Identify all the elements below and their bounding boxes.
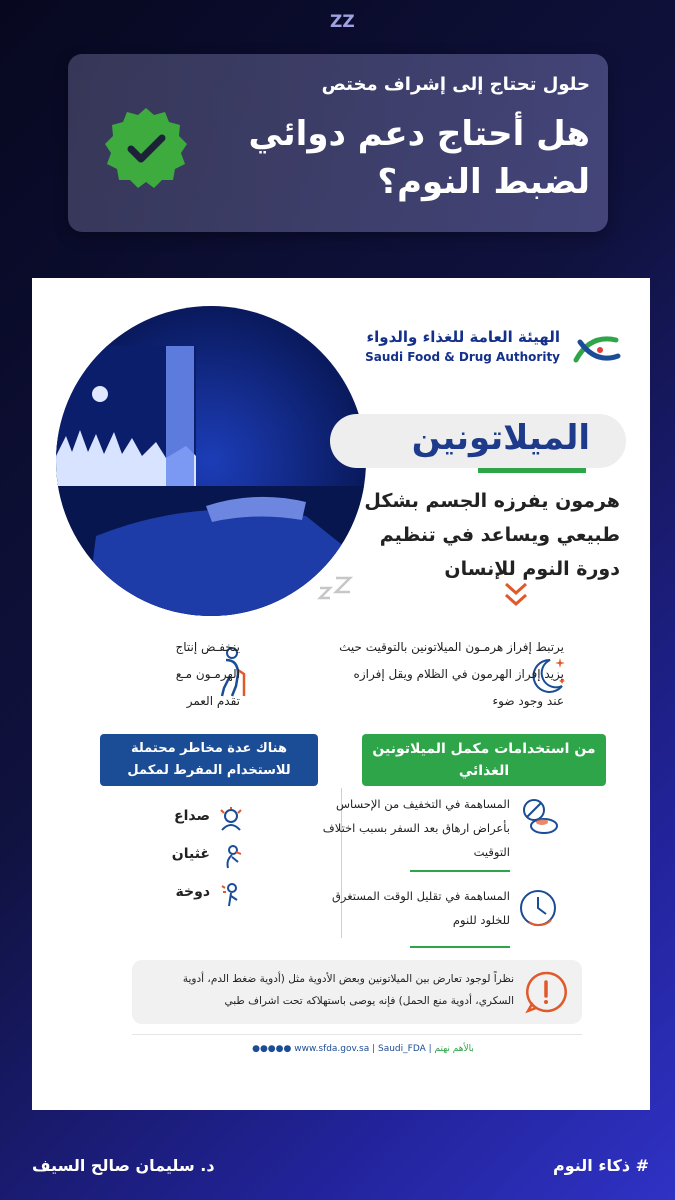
- nausea-icon: [218, 844, 244, 870]
- sleep-zz-icon: [316, 574, 356, 606]
- footer-website: www.sfda.gov.sa: [294, 1044, 370, 1054]
- risk-headache: صداع: [174, 808, 210, 824]
- chevron-down-icon: [503, 580, 529, 610]
- hashtag-label: # ذكاء النوم: [552, 1156, 649, 1175]
- pills-icon: [520, 796, 560, 840]
- title-underline: [478, 468, 586, 473]
- footer-divider: [132, 1034, 582, 1035]
- dizziness-icon: [218, 882, 244, 908]
- sleep-zz-icon: ZZ: [330, 12, 355, 32]
- warning-icon: [524, 970, 568, 1014]
- use-item-sleep-onset: المساهمة في تقليل الوقت المستغرق للخلود للنوم: [331, 889, 510, 927]
- melatonin-description: هرمون يفرزه الجسم بشكل طبيعي ويساعد في تنظيم دورة النوم للإنسان: [364, 490, 620, 580]
- use-item-jetlag: المساهمة في التخفيف من الإحساس بأعراض ارهاق بعد السفر بسبب اختلاف التوقيت: [322, 797, 510, 859]
- warning-box: [132, 960, 582, 1024]
- risk-dizziness: دوخة: [175, 884, 210, 900]
- logo-english: Saudi Food & Drug Authority: [365, 350, 560, 364]
- sfda-mark-icon: [570, 330, 622, 370]
- header-card: [68, 54, 608, 232]
- clock-icon: [518, 888, 558, 928]
- logo-arabic: الهيئة العامة للغذاء والدواء: [366, 328, 560, 346]
- use-underline: [410, 946, 510, 948]
- bedroom-night-photo: [56, 306, 366, 616]
- uses-heading: من استخدامات مكمل الميلاتونين الغذائي: [362, 734, 606, 786]
- warning-text: نظراً لوجود تعارض بين الميلاتونين وبعض الأدوية مثل (أدوية ضغط الدم، أدوية السكري، أدوية منع الحمل) فإنه يوصى باستهلاكه تحت اشراف طبي: [182, 973, 514, 1007]
- author-name: د. سليمان صالح السيف: [32, 1156, 215, 1175]
- infographic-poster: [32, 278, 650, 1110]
- header-title: هل أحتاج دعم دوائي لضبط النوم؟: [248, 114, 590, 202]
- headache-icon: [218, 806, 244, 832]
- social-icons: ●●●●●: [252, 1044, 292, 1054]
- risks-heading: هناك عدة مخاطر محتملة للاستخدام المفرط لمكمل الميلاتونين منها: [100, 734, 318, 786]
- title-pill: [330, 414, 626, 468]
- poster-footer: بالأهم نهتم | www.sfda.gov.sa | Saudi_FDA ●●●●●: [252, 1044, 474, 1054]
- risk-nausea: غثيان: [171, 846, 210, 862]
- use-underline: [410, 870, 510, 872]
- header-subtitle: حلول تحتاج إلى إشراف مختص: [321, 74, 590, 95]
- fact-melatonin-release: يرتبط إفراز هرمـون الميلاتونين بالتوقيت حيث يزيد إفراز الهرمون في الظلام ويقل إفرازه عند وجود ضوء: [339, 640, 564, 708]
- check-badge-icon: [104, 106, 188, 190]
- footer-slogan: بالأهم نهتم: [434, 1044, 474, 1054]
- fact-age-decline: ينخفـض إنتاج الهرمـون مـع تقدم العمر: [175, 640, 240, 708]
- footer-handle: Saudi_FDA: [378, 1044, 426, 1054]
- sfda-logo: [362, 328, 622, 372]
- poster-title: الميلاتونين: [411, 418, 590, 458]
